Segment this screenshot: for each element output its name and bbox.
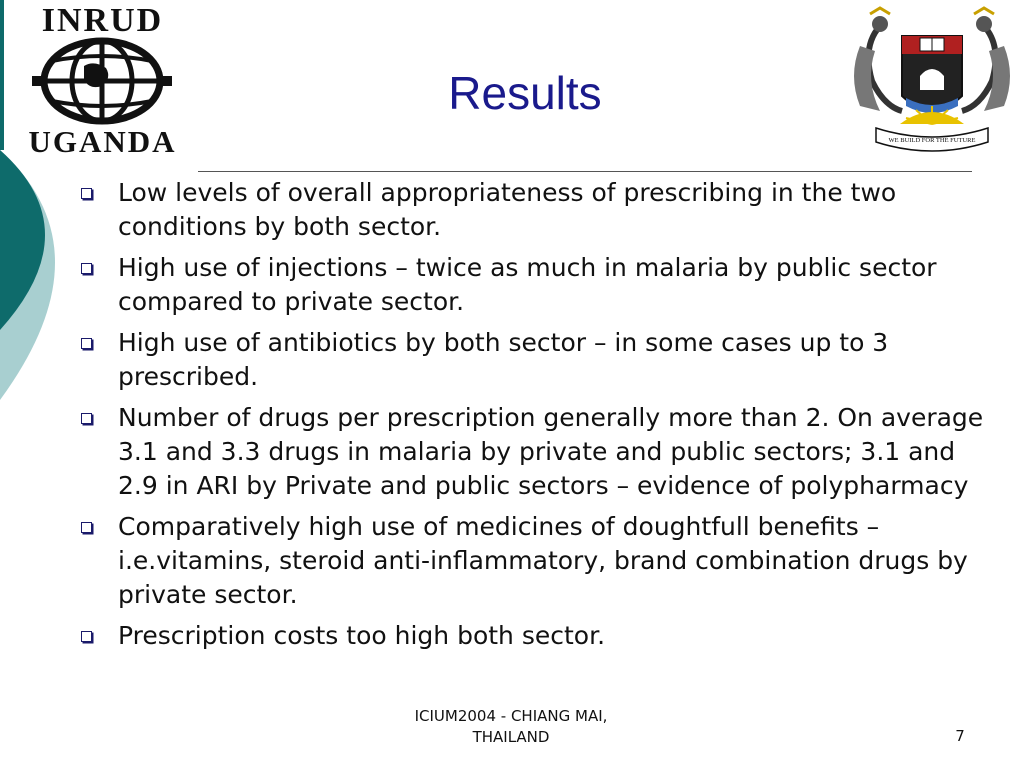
slide-title: Results [448,67,602,119]
page-number: 7 [955,727,965,745]
logo-text-uganda: UGANDA [28,124,177,159]
list-item-text: High use of antibiotics by both sector – in some cases up to 3 prescribed. [118,328,889,391]
list-item-text: Prescription costs too high both sector. [118,621,606,650]
results-bullet-list [80,176,990,660]
list-item-text: Comparatively high use of medicines of doughtfull benefits – i.e.vitamins, steroid anti-inflammatory, brand combination drugs by private sector. [118,512,968,609]
list-item [80,510,990,612]
list-item [80,326,990,394]
list-item [80,619,990,653]
square-bullet-icon [81,338,92,349]
list-item-text: Number of drugs per prescription generally more than 2. On average 3.1 and 3.3 drugs in malaria by private and public sectors; 3.1 and 2.9 in ARI by Private and public sectors – evidence of polypharmacy [118,403,984,500]
logo-text-inrud: INRUD [41,2,164,39]
list-item [80,401,990,503]
square-bullet-icon [81,188,92,199]
list-item-text: High use of injections – twice as much in malaria by public sector compared to private sector. [118,253,937,316]
square-bullet-icon [81,522,92,533]
list-item [80,176,990,244]
list-item-text: Low levels of overall appropriateness of prescribing in the two conditions by both sector. [118,178,897,241]
footer-line-2: THAILAND [472,728,550,746]
crest-motto-text: WE BUILD FOR THE FUTURE [888,137,976,144]
square-bullet-icon [81,413,92,424]
list-item [80,251,990,319]
globe-icon [22,36,182,126]
title-divider [198,171,972,172]
university-crest-icon [840,6,1024,156]
square-bullet-icon [81,263,92,274]
square-bullet-icon [81,631,92,642]
inrud-uganda-logo [0,0,205,158]
footer-line-1: ICIUM2004 - CHIANG MAI, [414,707,608,725]
slide-footer [380,706,642,748]
